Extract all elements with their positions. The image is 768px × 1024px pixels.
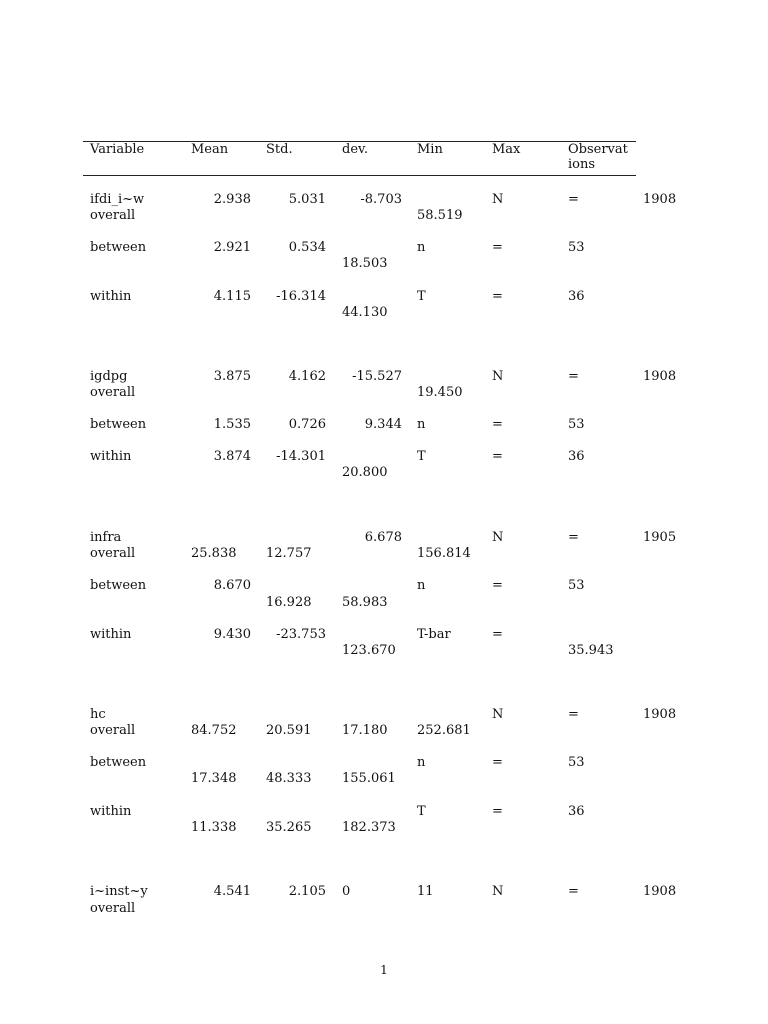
obs-value: 1908 — [643, 707, 677, 722]
obs-value: 53 — [568, 578, 585, 593]
max-value: 11 — [417, 884, 434, 899]
obs-key: n — [417, 240, 426, 255]
obs-key: N — [492, 369, 504, 384]
min-value: 17.180 — [342, 723, 388, 738]
obs-value: 36 — [568, 449, 585, 464]
header-std: Std. — [266, 142, 293, 157]
row-label: between — [90, 240, 147, 255]
std-value: 48.333 — [266, 771, 312, 786]
row-label: between — [90, 417, 147, 432]
mean-value: 4.541 — [213, 884, 251, 899]
row-label: between — [90, 578, 147, 593]
std-value: 0.534 — [288, 240, 326, 255]
std-value: 12.757 — [266, 546, 312, 561]
min-value: -8.703 — [360, 192, 402, 207]
std-value: 20.591 — [266, 723, 312, 738]
row-label: overall — [90, 723, 136, 738]
min-value: 58.983 — [342, 595, 388, 610]
std-value: 2.105 — [288, 884, 326, 899]
obs-key: n — [417, 417, 426, 432]
obs-value: 1908 — [643, 884, 677, 899]
obs-value: 1908 — [643, 369, 677, 384]
variable-name: i~inst~y — [90, 884, 148, 899]
mean-value: 3.875 — [213, 369, 251, 384]
obs-value: 1908 — [643, 192, 677, 207]
header-observations-1: Observat — [568, 142, 628, 157]
obs-equals: = — [492, 804, 503, 819]
mean-value: 25.838 — [191, 546, 237, 561]
obs-value: 36 — [568, 289, 585, 304]
mean-value: 2.921 — [213, 240, 251, 255]
mean-value: 9.430 — [213, 627, 251, 642]
obs-equals: = — [492, 627, 503, 642]
max-value: 58.519 — [417, 208, 463, 223]
obs-key: T — [417, 449, 426, 464]
variable-name: ifdi_i~w — [90, 192, 145, 207]
min-value: 18.503 — [342, 256, 388, 271]
obs-equals: = — [492, 755, 503, 770]
obs-value: 35.943 — [568, 643, 614, 658]
std-value: 35.265 — [266, 820, 312, 835]
max-value: 19.450 — [417, 385, 463, 400]
std-value: 16.928 — [266, 595, 312, 610]
obs-equals: = — [492, 240, 503, 255]
variable-name: igdpg — [90, 369, 128, 384]
min-value: 155.061 — [342, 771, 396, 786]
row-label: overall — [90, 546, 136, 561]
obs-value: 53 — [568, 240, 585, 255]
std-value: 5.031 — [288, 192, 326, 207]
mean-value: 11.338 — [191, 820, 237, 835]
obs-key: N — [492, 707, 504, 722]
row-label: within — [90, 627, 132, 642]
min-value: 0 — [342, 884, 351, 899]
mean-value: 8.670 — [213, 578, 251, 593]
page-number: 1 — [380, 963, 388, 977]
row-label: within — [90, 804, 132, 819]
max-value: 156.814 — [417, 546, 471, 561]
obs-key: N — [492, 192, 504, 207]
max-value: 252.681 — [417, 723, 471, 738]
obs-key: n — [417, 578, 426, 593]
std-value: -14.301 — [276, 449, 326, 464]
obs-value: 36 — [568, 804, 585, 819]
min-value: 9.344 — [364, 417, 402, 432]
variable-name: hc — [90, 707, 106, 722]
obs-key: N — [492, 530, 504, 545]
obs-equals: = — [568, 884, 579, 899]
mean-value: 2.938 — [213, 192, 251, 207]
obs-key: n — [417, 755, 426, 770]
mean-value: 84.752 — [191, 723, 237, 738]
obs-key: T — [417, 804, 426, 819]
mean-value: 1.535 — [213, 417, 251, 432]
obs-equals: = — [492, 289, 503, 304]
obs-key: T-bar — [417, 627, 451, 642]
row-label: within — [90, 289, 132, 304]
min-value: 182.373 — [342, 820, 396, 835]
row-label: between — [90, 755, 147, 770]
obs-equals: = — [492, 417, 503, 432]
header-variable: Variable — [90, 142, 145, 157]
obs-equals: = — [492, 449, 503, 464]
mean-value: 17.348 — [191, 771, 237, 786]
variable-name: infra — [90, 530, 122, 545]
obs-equals: = — [568, 530, 579, 545]
std-value: 4.162 — [288, 369, 326, 384]
min-value: 6.678 — [364, 530, 402, 545]
mean-value: 3.874 — [213, 449, 251, 464]
header-observations-2: ions — [568, 157, 596, 172]
min-value: -15.527 — [352, 369, 402, 384]
obs-equals: = — [568, 707, 579, 722]
row-label: overall — [90, 901, 136, 916]
header-dev: dev. — [342, 142, 368, 157]
obs-key: N — [492, 884, 504, 899]
table-header-bottom-rule — [83, 175, 636, 176]
min-value: 20.800 — [342, 465, 388, 480]
std-value: -23.753 — [276, 627, 326, 642]
obs-value: 53 — [568, 417, 585, 432]
obs-equals: = — [568, 192, 579, 207]
row-label: within — [90, 449, 132, 464]
header-max: Max — [492, 142, 521, 157]
std-value: 0.726 — [288, 417, 326, 432]
row-label: overall — [90, 385, 136, 400]
mean-value: 4.115 — [213, 289, 251, 304]
header-min: Min — [417, 142, 443, 157]
std-value: -16.314 — [276, 289, 326, 304]
min-value: 123.670 — [342, 643, 396, 658]
obs-value: 53 — [568, 755, 585, 770]
obs-key: T — [417, 289, 426, 304]
obs-equals: = — [568, 369, 579, 384]
min-value: 44.130 — [342, 305, 388, 320]
obs-value: 1905 — [643, 530, 677, 545]
header-mean: Mean — [191, 142, 229, 157]
row-label: overall — [90, 208, 136, 223]
obs-equals: = — [492, 578, 503, 593]
